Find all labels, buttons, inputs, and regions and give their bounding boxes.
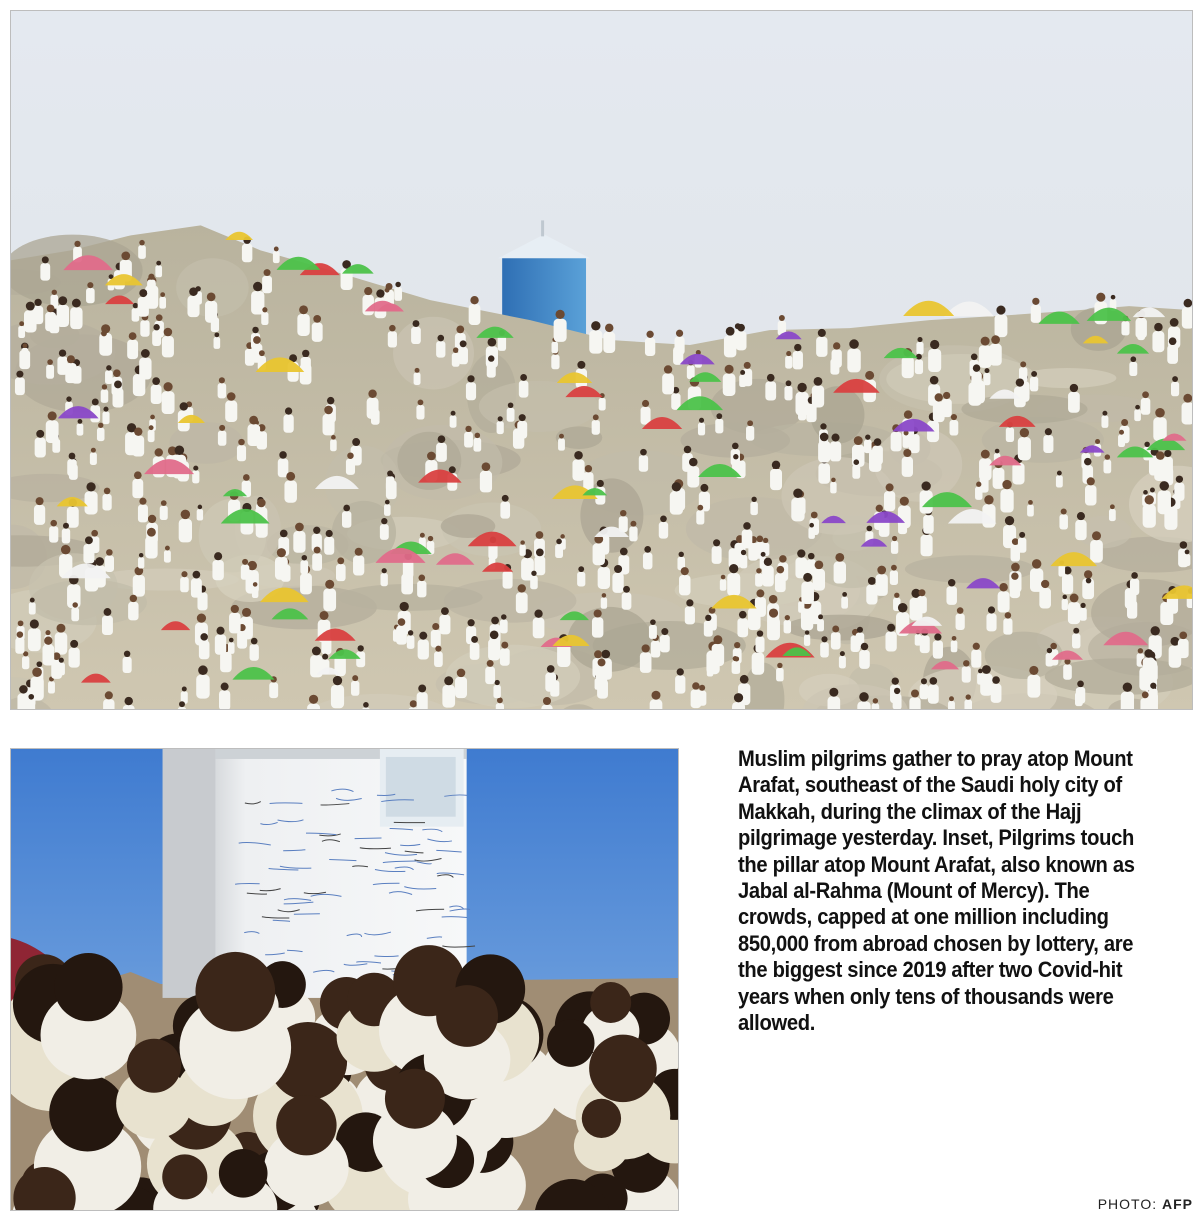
pillar-pilgrims-image bbox=[11, 749, 678, 1210]
photo-caption: Muslim pilgrims gather to pray atop Mount Arafat, southeast of the Saudi holy city of Makkah, during the climax of the Hajj pilgrimage yesterday. Inset, Pilgrims touch the pillar atop Mount Arafat, also known as Jabal al-Rahma (Mount of Mercy). The crowds, capped at one million including 850,000 from abroad chosen by lottery, are the biggest since 2019 after two Covid-hit years when only tens of thousands were allowed. bbox=[738, 746, 1135, 1036]
mount-arafat-crowd-image bbox=[11, 11, 1192, 709]
photo-credit bbox=[1098, 1196, 1193, 1212]
credit-source: AFP bbox=[1162, 1196, 1193, 1212]
inset-photo bbox=[10, 748, 679, 1211]
main-photo bbox=[10, 10, 1193, 710]
credit-label: PHOTO: bbox=[1097, 1196, 1158, 1212]
